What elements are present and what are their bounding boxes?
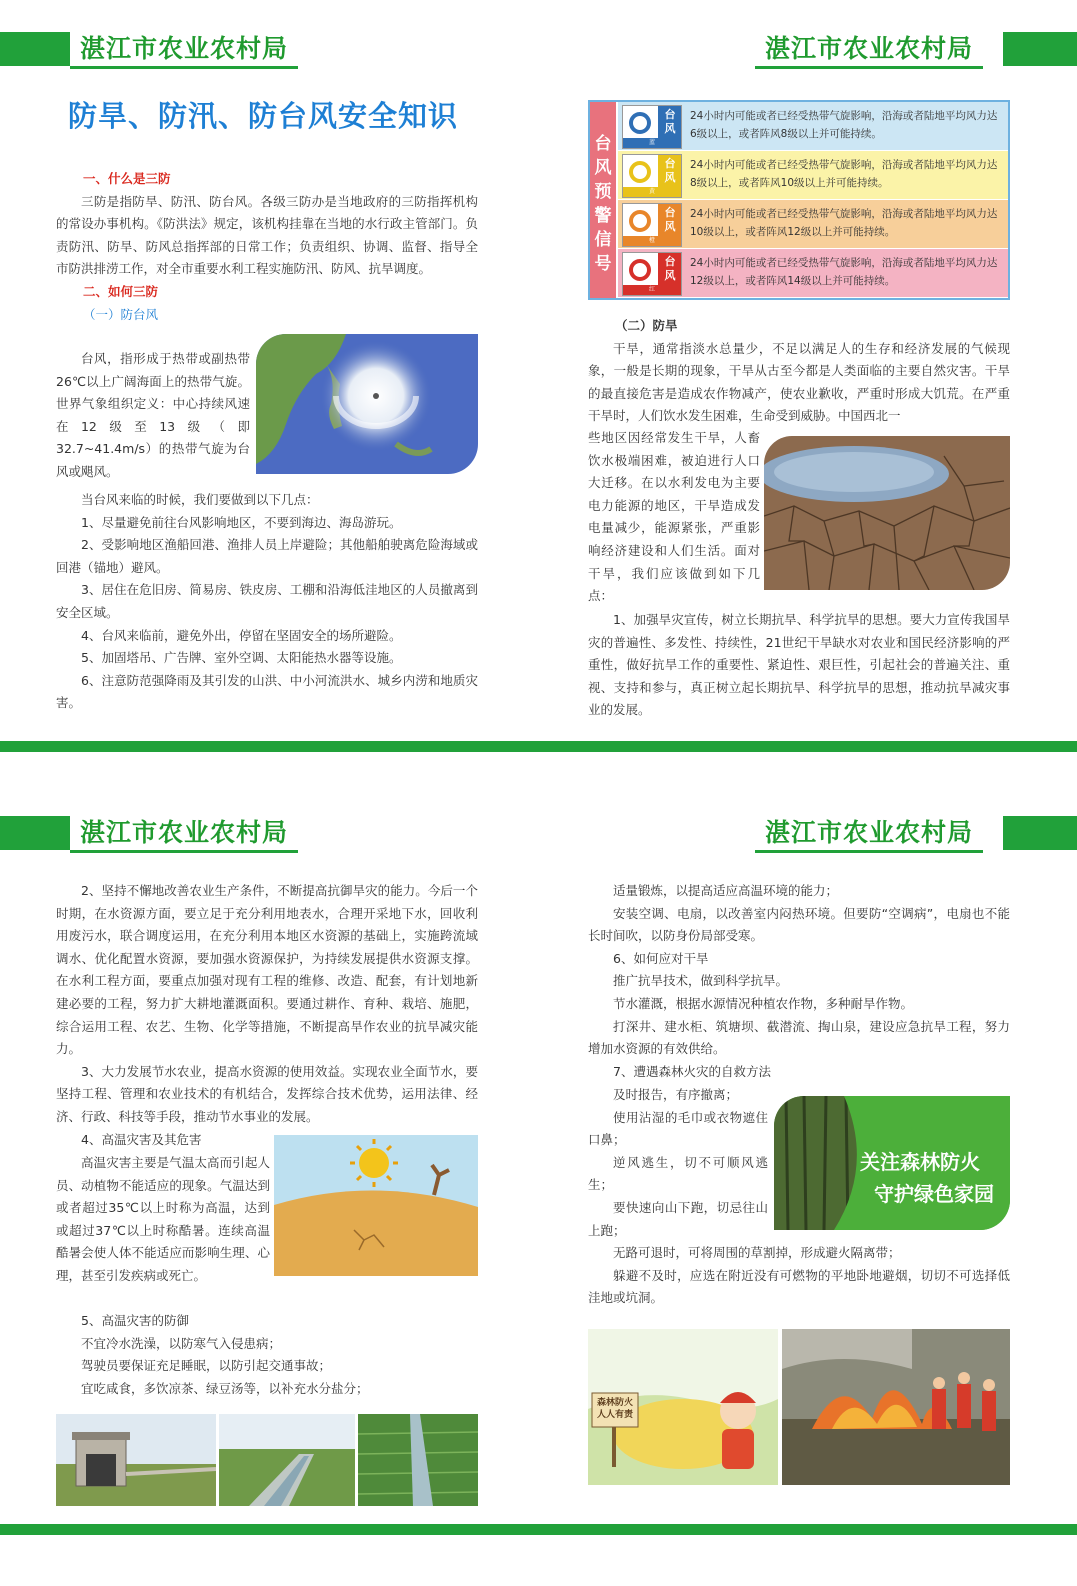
section1-text: 三防是指防旱、防汛、防台风。各级三防办是当地政府的三防指挥机构的常设办事机构。《防洪法》规定，该机构挂靠在当地的水行政主管部门。负责防汛、防旱、防风总指挥部的日常工作；负责组织、协调、监督、指导全市防洪排涝工作，对全市重要水利工程实施防汛、防风、抗旱调度。: [56, 193, 478, 277]
section2-heading: 二、如何三防: [83, 283, 159, 299]
typhoon-intro: 当台风来临的时候，我们要做到以下几点：: [81, 492, 319, 507]
list-item: 适量锻炼，以提高适应高温环境的能力；: [613, 883, 839, 898]
typhoon-symbol-icon: [629, 259, 651, 281]
separator-bottom: [0, 1524, 1077, 1535]
list-item: 无路可退时，可将周围的草割掉，形成避火隔离带；: [613, 1245, 901, 1260]
list-item: 打深井、建水柜、筑塘坝、截潜流、掏山泉，建设应急抗旱工程，努力增加水资源的有效供给。: [588, 1018, 1010, 1057]
list-item: 2、受影响地区渔船回港、渔排人员上岸避险；其他船舶驶离危险海域或回港（锚地）避风。: [56, 537, 478, 575]
list-item: 要快速向山下跑，切忌往山上跑；: [588, 1199, 768, 1238]
signal-row-red: [618, 249, 1008, 297]
page4-text-bottom: [588, 1242, 1010, 1310]
typhoon-symbol-icon: [629, 161, 651, 183]
drought-item3: 3、大力发展节水农业，提高水资源的使用效益。实现农业全面节水，要坚持工程、管理和农业技术的有机结合，发挥综合技术优势，运用法律、经济、行政、科技等手段，推动节水事业的发展。: [56, 1063, 478, 1124]
irrigation-photo-3: [358, 1414, 478, 1506]
irrigation-photo-1: [56, 1414, 216, 1506]
list-item: 6、注意防范强降雨及其引发的山洪、中小河流洪水、城乡内涝和地质灾害。: [56, 672, 478, 711]
list-item: 3、居住在危旧房、简易房、铁皮房、工棚和沿海低洼地区的人员撤离到安全区域。: [56, 582, 478, 620]
drought-heading: （二）防旱: [615, 318, 678, 333]
page3-text: [56, 880, 478, 1151]
drought-paragraph-cont: 些地区因经常发生干旱，人畜饮水极端困难，被迫进行人口大迁移。在以水利发电为主要电力能源的地区，干旱造成发电量减少，能源紧张，严重影响经济建设和人们生活。面对干旱，我们应该做到如下几点：: [588, 430, 760, 604]
list-item: 躲避不及时，应选在附近没有可燃物的平地卧地避烟，切切不可选择低洼地或坑洞。: [588, 1267, 1010, 1306]
header-bottom-right: [755, 816, 1077, 850]
drought-section: [588, 315, 1010, 428]
list-item: 5、加固塔吊、广告牌、室外空调、太阳能热水器等设施。: [81, 650, 402, 666]
section1: [56, 168, 478, 326]
signal-row-blue: [618, 102, 1008, 150]
main-title: 防旱、防汛、防台风安全知识: [68, 99, 459, 133]
drought-item1: 1、加强旱灾宣传，树立长期抗旱、科学抗旱的思想。要大力宣传我国旱灾的普遍性、多发性、持续性，21世纪干旱缺水对农业和国民经济影响的严重性，做好抗旱工作的重要性、紧迫性、艰巨性，引起社会的普遍关注、重视、支持和参与，真正树立起长期抗旱、科学抗旱的思想，推动抗旱减灾事业的发展。: [588, 612, 1010, 718]
org-title: 湛江市农业农村局: [70, 32, 298, 69]
drought-response-heading: 6、如何应对干旱: [613, 950, 709, 966]
signal-row-yellow: [618, 151, 1008, 199]
list-item: 推广抗旱技术，做到科学抗旱。: [613, 973, 789, 989]
drought-item2: 2、坚持不懈地改善农业生产条件，不断提高抗御旱灾的能力。今后一个时期，在水资源方面，要立足于充分利用地表水，合理开采地下水，回收利用废污水，联合调度运用，在充分利用本地区水资源的基础上，实施跨流域调水、优化配置水资源，要加强水资源保护，为持续发展提供水资源支撑。在水利工程方面，要重点加强对现有工程的维修、改造、配套，有计划地新建必要的工程，努力扩大耕地灌溉面积。要通过耕作、育种、栽培、施肥，综合运用工程、农艺、生物、化学等措施，不断提高旱作农业的抗旱减灾能力。: [56, 883, 478, 1057]
header-top-left: [0, 32, 320, 66]
subheading-typhoon: （一）防台风: [83, 306, 159, 322]
heat-text: 高温灾害主要是气温太高而引起人员、动植物不能适应的现象。气温达到或者超过35℃以上时称为高温，达到或超过37℃以上时称酷暑。连续高温酷暑会使人体不能适应而影响生理、心理，甚至引发疾病或死亡。: [56, 1155, 270, 1283]
typhoon-warning-label: 台 风 预 警 信 号: [590, 102, 616, 298]
forest-fire-banner: [774, 1096, 1010, 1230]
signal-text: 24小时内可能或者已经受热带气旋影响，沿海或者陆地平均风力达10级以上，或者阵风12级以上并可能持续。: [690, 208, 998, 238]
banner-line-1: 关注森林防火: [860, 1150, 980, 1174]
heat-defense-heading: 5、高温灾害的防御: [81, 1313, 189, 1328]
fire-heading: 7、遭遇森林火灾的自救方法: [613, 1063, 771, 1079]
list-item: 不宜冷水洗澡，以防寒气入侵患病；: [81, 1335, 282, 1351]
typhoon-blue-icon: 台风 蓝: [622, 105, 682, 149]
fire-tips: [588, 1084, 768, 1242]
cracked-earth-image: [764, 436, 1010, 590]
signal-text: 24小时内可能或者已经受热带气旋影响，沿海或者陆地平均风力达6级以上，或者阵风8级以上并可能持续。: [690, 110, 998, 140]
fire-safety-cartoon: [588, 1329, 778, 1485]
page4-text-top: [588, 880, 1010, 1083]
typhoon-yellow-icon: 台风 黄: [622, 154, 682, 198]
fire-sign-text: 森林防火 人人有责: [596, 1398, 633, 1420]
list-item: 逆风逃生，切不可顺风逃生；: [588, 1154, 768, 1193]
irrigation-photo-2: [219, 1414, 355, 1506]
header-bottom-left: [0, 816, 320, 850]
typhoon-warning-table: [588, 100, 1010, 300]
typhoon-red-icon: 台风 红: [622, 252, 682, 296]
list-item: 宜吃咸食，多饮凉茶、绿豆汤等，以补充水分盐分；: [81, 1380, 369, 1396]
banner-line-2: 守护绿色家园: [874, 1182, 994, 1206]
typhoon-definition: 台风，指形成于热带或副热带26℃以上广阔海面上的热带气旋。世界气象组织定义：中心持续风速在12级至13级（即32.7~41.4m/s）的热带气旋为台风或飓风。: [56, 351, 250, 479]
signal-text: 24小时内可能或者已经受热带气旋影响，沿海或者陆地平均风力达12级以上，或者阵风14级以上并可能持续。: [690, 257, 998, 287]
heat-defense: [56, 1310, 478, 1400]
list-item: 4、台风来临前，避免外出，停留在坚固安全的场所避险。: [81, 627, 402, 643]
list-item: 使用沾湿的毛巾或衣物遮住口鼻；: [588, 1109, 768, 1148]
typhoon-symbol-icon: [629, 210, 651, 232]
heat-illustration: [274, 1135, 478, 1276]
typhoon-satellite-image: [256, 334, 478, 474]
org-title: 湛江市农业农村局: [755, 32, 983, 69]
firefighters-photo: [782, 1329, 1010, 1485]
org-title: 湛江市农业农村局: [755, 816, 983, 853]
list-item: 及时报告，有序撤离；: [613, 1087, 739, 1102]
list-item: 1、尽量避免前往台风影响地区，不要到海边、海岛游玩。: [81, 514, 402, 530]
list-item: 节水灌溉，根据水源情况种植农作物，多种耐旱作物。: [613, 995, 914, 1011]
list-item: 安装空调、电扇，以改善室内闷热环境。但要防“空调病”，电扇也不能长时间吹，以防身份局部受寒。: [588, 905, 1010, 944]
typhoon-orange-icon: 台风 橙: [622, 203, 682, 247]
header-top-right: [755, 32, 1077, 66]
typhoon-symbol-icon: [629, 112, 651, 134]
org-title: 湛江市农业农村局: [70, 816, 298, 853]
heat-heading: 4、高温灾害及其危害: [81, 1131, 202, 1147]
section1-heading: 一、什么是三防: [83, 171, 171, 186]
typhoon-measures: [56, 489, 478, 715]
signal-text: 24小时内可能或者已经受热带气旋影响，沿海或者陆地平均风力达8级以上，或者阵风10级以上并可能持续。: [690, 159, 998, 189]
separator-middle: [0, 741, 1077, 752]
drought-paragraph: 干旱，通常指淡水总量少，不足以满足人的生存和经济发展的气候现象，一般是长期的现象，干旱从古至今都是人类面临的主要自然灾害。干旱的最直接危害是造成农作物减产，使农业歉收，严重时形成大饥荒。在严重干旱时，人们饮水发生困难，生命受到威胁。中国西北一: [588, 340, 1010, 424]
signal-row-orange: [618, 200, 1008, 248]
list-item: 驾驶员要保证充足睡眠，以防引起交通事故；: [81, 1358, 332, 1374]
